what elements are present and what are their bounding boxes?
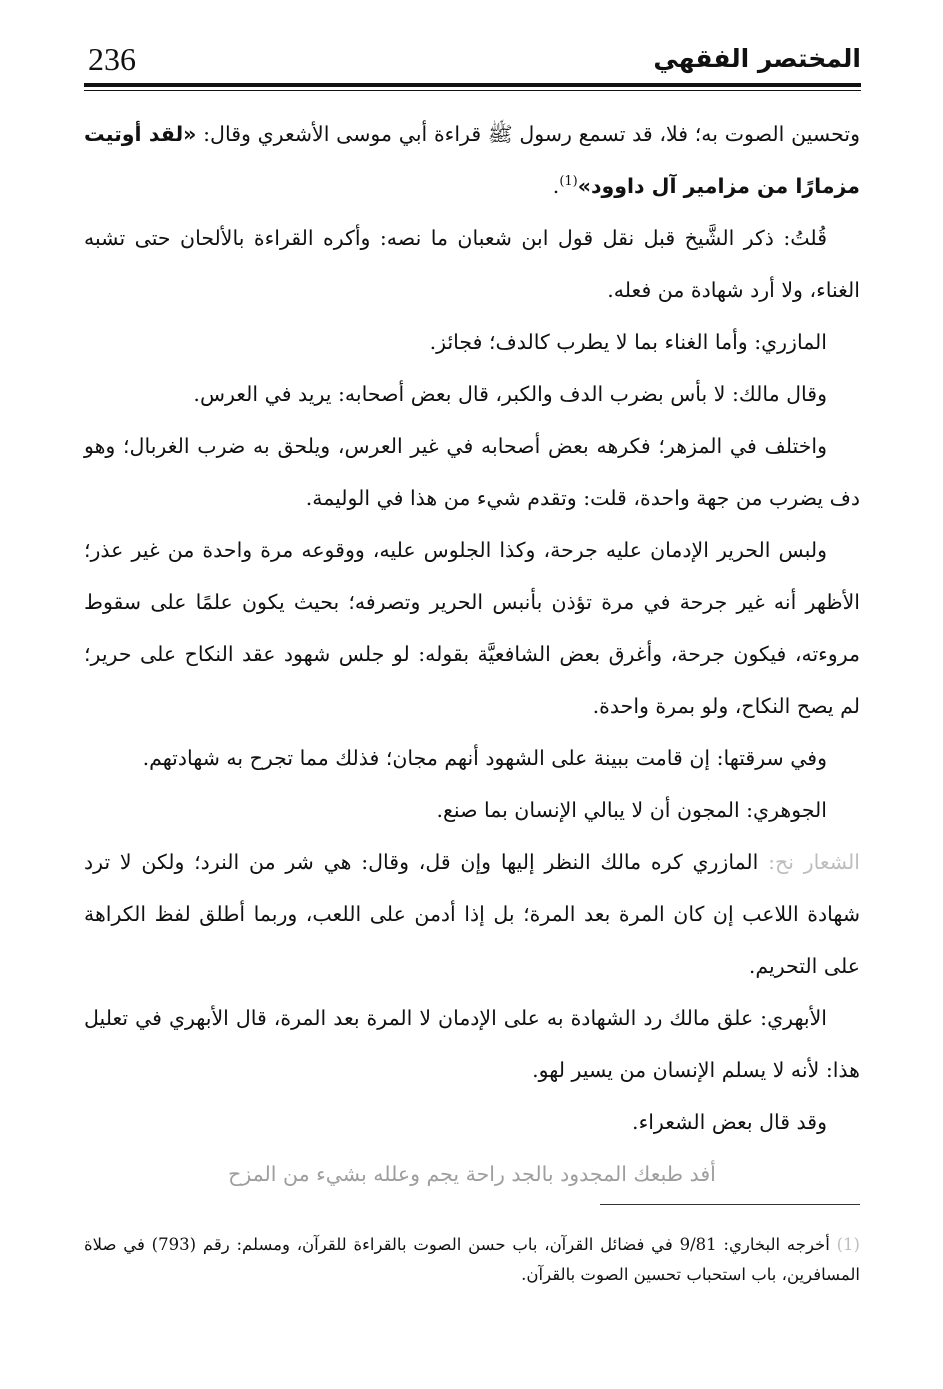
paragraph-9-lead: الشعار نح: bbox=[758, 850, 860, 874]
footnote-rule bbox=[600, 1204, 860, 1205]
paragraph-9 bbox=[84, 836, 860, 992]
paragraph-9-text: المازري كره مالك النظر إليها وإن قل، وقال: هي شر من النرد؛ ولكن لا ترد شهادة اللاعب إن كان المرة بعد المرة؛ بل إذا أدمن على اللعب، وربما أطلق لفظ الكراهة على التحريم. bbox=[84, 850, 860, 978]
paragraph-5: واختلف في المزهر؛ فكرهه بعض أصحابه في غير العرس، ويلحق به ضرب الغربال؛ وهو دف يضرب من جهة واحدة، قلت: وتقدم شيء من هذا في الوليمة. bbox=[84, 434, 860, 510]
paragraph-4: وقال مالك: لا بأس بضرب الدف والكبر، قال بعض أصحابه: يريد في العرس. bbox=[193, 382, 827, 406]
hadith-quote: «لقد أوتيت مزمارًا من مزامير آل داوود» bbox=[84, 122, 860, 198]
paragraph-8: الجوهري: المجون أن لا يبالي الإنسان بما صنع. bbox=[436, 798, 827, 822]
footnote bbox=[84, 1230, 860, 1290]
paragraph-7: وفي سرقتها: إن قامت ببينة على الشهود أنهم مجان؛ فذلك مما تجرح به شهادتهم. bbox=[142, 746, 827, 770]
paragraph-2: قُلتُ: ذكر الشَّيخ قبل نقل قول ابن شعبان ما نصه: وأكره القراءة بالألحان حتى تشبه الغناء، ولا أرد شهادة من فعله. bbox=[84, 226, 860, 302]
main-text bbox=[84, 108, 860, 1200]
paragraph-1-text: وتحسين الصوت به؛ فلا، قد تسمع رسول ﷺ قراءة أبي موسى الأشعري وقال: bbox=[196, 122, 860, 146]
poetry-verse: أفد طبعك المجدود بالجد راحة يجم وعلله بشيء من المزح bbox=[228, 1162, 716, 1186]
footnote-number: (1) bbox=[836, 1235, 860, 1254]
running-title: المختصر الفقهي bbox=[653, 44, 861, 73]
footnote-text: أخرجه البخاري: 9/81 في فضائل القرآن، باب حسن الصوت بالقراءة للقرآن، ومسلم: رقم (793) في صلاة المسافرين، باب استحباب تحسين الصوت بالقرآن. bbox=[84, 1235, 860, 1284]
paragraph-11: وقد قال بعض الشعراء. bbox=[632, 1110, 827, 1134]
paragraph-10: الأبهري: علق مالك رد الشهادة به على الإدمان لا المرة بعد المرة، قال الأبهري في تعليل هذا: لأنه لا يسلم الإنسان من يسير لهو. bbox=[84, 1006, 860, 1082]
paragraph-1-end: . bbox=[552, 174, 560, 198]
paragraph-1 bbox=[84, 108, 860, 212]
page-number: 236 bbox=[88, 41, 136, 77]
footnote-paragraph bbox=[84, 1230, 860, 1290]
page-header bbox=[88, 40, 861, 82]
paragraph-3: المازري: وأما الغناء بما لا يطرب كالدف؛ فجائز. bbox=[429, 330, 827, 354]
paragraph-6: ولبس الحرير الإدمان عليه جرحة، وكذا الجلوس عليه، ووقوعه مرة واحدة من غير عذر؛ الأظهر أنه غير جرحة في مرة تؤذن بأنبس الحرير وتصرفه؛ بحيث يكون علمًا على سقوط مروءته، فيكون جرحة، وأغرق بعض الشافعيَّة بقوله: لو جلس شهود عقد النكاح على حرير؛ لم يصح النكاح، ولو بمرة واحدة. bbox=[84, 538, 860, 718]
header-rule-thick bbox=[84, 83, 861, 87]
header-rule-thin bbox=[84, 90, 861, 91]
footnote-ref[interactable]: (1) bbox=[559, 174, 578, 190]
